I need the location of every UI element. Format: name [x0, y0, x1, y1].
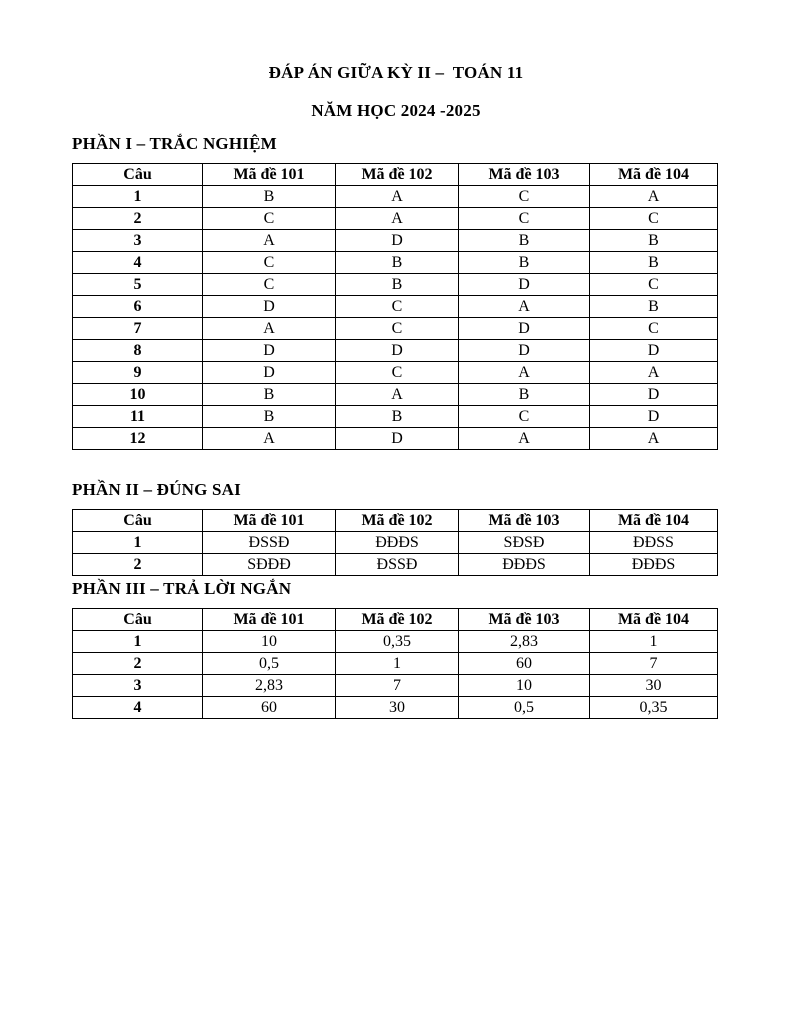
column-header-exam-code: Mã đề 102: [336, 164, 459, 186]
column-header-question: Câu: [73, 164, 203, 186]
table-header-row: [73, 510, 718, 532]
table-row: [73, 362, 718, 384]
answer-cell: 60: [203, 697, 336, 719]
answer-cell: D: [203, 296, 336, 318]
answer-cell: C: [590, 208, 718, 230]
answer-cell: ĐĐĐS: [336, 532, 459, 554]
question-number-cell: 9: [73, 362, 203, 384]
answer-cell: D: [459, 318, 590, 340]
answer-cell: A: [203, 428, 336, 450]
table-row: [73, 274, 718, 296]
table-row: [73, 428, 718, 450]
answer-cell: A: [336, 384, 459, 406]
table-row: [73, 554, 718, 576]
question-number-cell: 4: [73, 252, 203, 274]
answer-cell: B: [336, 406, 459, 428]
answer-cell: ĐSSĐ: [203, 532, 336, 554]
answer-cell: D: [590, 340, 718, 362]
answer-cell: 30: [336, 697, 459, 719]
section-part2: [72, 479, 720, 576]
answer-cell: B: [590, 230, 718, 252]
answer-cell: A: [336, 186, 459, 208]
table-row: [73, 631, 718, 653]
column-header-exam-code: Mã đề 103: [459, 510, 590, 532]
answer-cell: 2,83: [459, 631, 590, 653]
answer-cell: 10: [459, 675, 590, 697]
question-number-cell: 3: [73, 230, 203, 252]
table-row: [73, 675, 718, 697]
table-header-row: [73, 609, 718, 631]
column-header-question: Câu: [73, 510, 203, 532]
column-header-exam-code: Mã đề 102: [336, 510, 459, 532]
answer-cell: B: [336, 274, 459, 296]
table-row: [73, 318, 718, 340]
table-row: [73, 697, 718, 719]
question-number-cell: 1: [73, 631, 203, 653]
question-number-cell: 6: [73, 296, 203, 318]
answer-cell: B: [590, 252, 718, 274]
answer-cell: B: [203, 186, 336, 208]
question-number-cell: 11: [73, 406, 203, 428]
question-number-cell: 12: [73, 428, 203, 450]
answer-cell: D: [336, 428, 459, 450]
answer-cell: A: [459, 296, 590, 318]
answer-cell: ĐĐĐS: [459, 554, 590, 576]
answer-cell: 0,5: [459, 697, 590, 719]
column-header-exam-code: Mã đề 102: [336, 609, 459, 631]
column-header-exam-code: Mã đề 101: [203, 609, 336, 631]
answer-cell: C: [203, 252, 336, 274]
column-header-exam-code: Mã đề 101: [203, 164, 336, 186]
answer-cell: C: [336, 318, 459, 340]
column-header-exam-code: Mã đề 101: [203, 510, 336, 532]
answer-cell: 2,83: [203, 675, 336, 697]
question-number-cell: 10: [73, 384, 203, 406]
answer-cell: A: [459, 362, 590, 384]
document-subtitle: NĂM HỌC 2024 -2025: [311, 101, 481, 120]
table-row: [73, 208, 718, 230]
table-row: [73, 296, 718, 318]
section-heading-part2: PHẦN II – ĐÚNG SAI: [72, 480, 241, 499]
answer-cell: 0,35: [590, 697, 718, 719]
section-heading-part3: PHẦN III – TRẢ LỜI NGẮN: [72, 579, 292, 598]
answer-cell: C: [336, 362, 459, 384]
answer-cell: ĐĐĐS: [590, 554, 718, 576]
answer-cell: C: [590, 274, 718, 296]
column-header-exam-code: Mã đề 103: [459, 164, 590, 186]
question-number-cell: 7: [73, 318, 203, 340]
question-number-cell: 5: [73, 274, 203, 296]
answer-cell: ĐĐSS: [590, 532, 718, 554]
table-row: [73, 186, 718, 208]
section-heading-part1: PHẦN I – TRẮC NGHIỆM: [72, 134, 277, 153]
document-title: ĐÁP ÁN GIỮA KỲ II – TOÁN 11: [268, 63, 524, 82]
answer-cell: B: [203, 406, 336, 428]
answer-table-part2: [72, 509, 718, 576]
answer-cell: C: [203, 208, 336, 230]
answer-cell: A: [590, 362, 718, 384]
answer-cell: 0,5: [203, 653, 336, 675]
table-row: [73, 252, 718, 274]
answer-cell: D: [590, 384, 718, 406]
answer-cell: 7: [336, 675, 459, 697]
answer-cell: B: [459, 252, 590, 274]
column-header-exam-code: Mã đề 104: [590, 164, 718, 186]
answer-cell: 1: [590, 631, 718, 653]
answer-cell: A: [336, 208, 459, 230]
answer-cell: A: [203, 230, 336, 252]
answer-cell: B: [459, 384, 590, 406]
answer-cell: C: [459, 208, 590, 230]
answer-cell: 1: [336, 653, 459, 675]
answer-cell: 7: [590, 653, 718, 675]
column-header-question: Câu: [73, 609, 203, 631]
answer-table-part3: [72, 608, 718, 719]
answer-cell: D: [203, 362, 336, 384]
column-header-exam-code: Mã đề 103: [459, 609, 590, 631]
answer-cell: A: [590, 186, 718, 208]
answer-cell: D: [459, 340, 590, 362]
answer-cell: D: [590, 406, 718, 428]
table-row: [73, 406, 718, 428]
answer-cell: B: [336, 252, 459, 274]
question-number-cell: 2: [73, 208, 203, 230]
answer-cell: D: [336, 340, 459, 362]
question-number-cell: 4: [73, 697, 203, 719]
section-part1: [72, 133, 720, 450]
section-part3: [72, 578, 720, 719]
table-row: [73, 532, 718, 554]
answer-cell: C: [459, 186, 590, 208]
column-header-exam-code: Mã đề 104: [590, 510, 718, 532]
answer-cell: C: [203, 274, 336, 296]
answer-cell: C: [336, 296, 459, 318]
table-row: [73, 340, 718, 362]
answer-cell: 10: [203, 631, 336, 653]
question-number-cell: 2: [73, 653, 203, 675]
question-number-cell: 8: [73, 340, 203, 362]
question-number-cell: 1: [73, 532, 203, 554]
answer-cell: ĐSSĐ: [336, 554, 459, 576]
answer-cell: 30: [590, 675, 718, 697]
column-header-exam-code: Mã đề 104: [590, 609, 718, 631]
answer-cell: D: [203, 340, 336, 362]
answer-cell: D: [459, 274, 590, 296]
answer-cell: A: [203, 318, 336, 340]
question-number-cell: 2: [73, 554, 203, 576]
question-number-cell: 1: [73, 186, 203, 208]
answer-cell: C: [459, 406, 590, 428]
answer-cell: 0,35: [336, 631, 459, 653]
answer-cell: SĐĐĐ: [203, 554, 336, 576]
table-row: [73, 653, 718, 675]
answer-cell: A: [590, 428, 718, 450]
answer-cell: B: [459, 230, 590, 252]
table-row: [73, 230, 718, 252]
answer-cell: C: [590, 318, 718, 340]
table-header-row: [73, 164, 718, 186]
answer-table-part1: [72, 163, 718, 450]
answer-cell: 60: [459, 653, 590, 675]
answer-cell: B: [590, 296, 718, 318]
answer-cell: D: [336, 230, 459, 252]
answer-cell: A: [459, 428, 590, 450]
answer-cell: SĐSĐ: [459, 532, 590, 554]
question-number-cell: 3: [73, 675, 203, 697]
answer-cell: B: [203, 384, 336, 406]
table-row: [73, 384, 718, 406]
